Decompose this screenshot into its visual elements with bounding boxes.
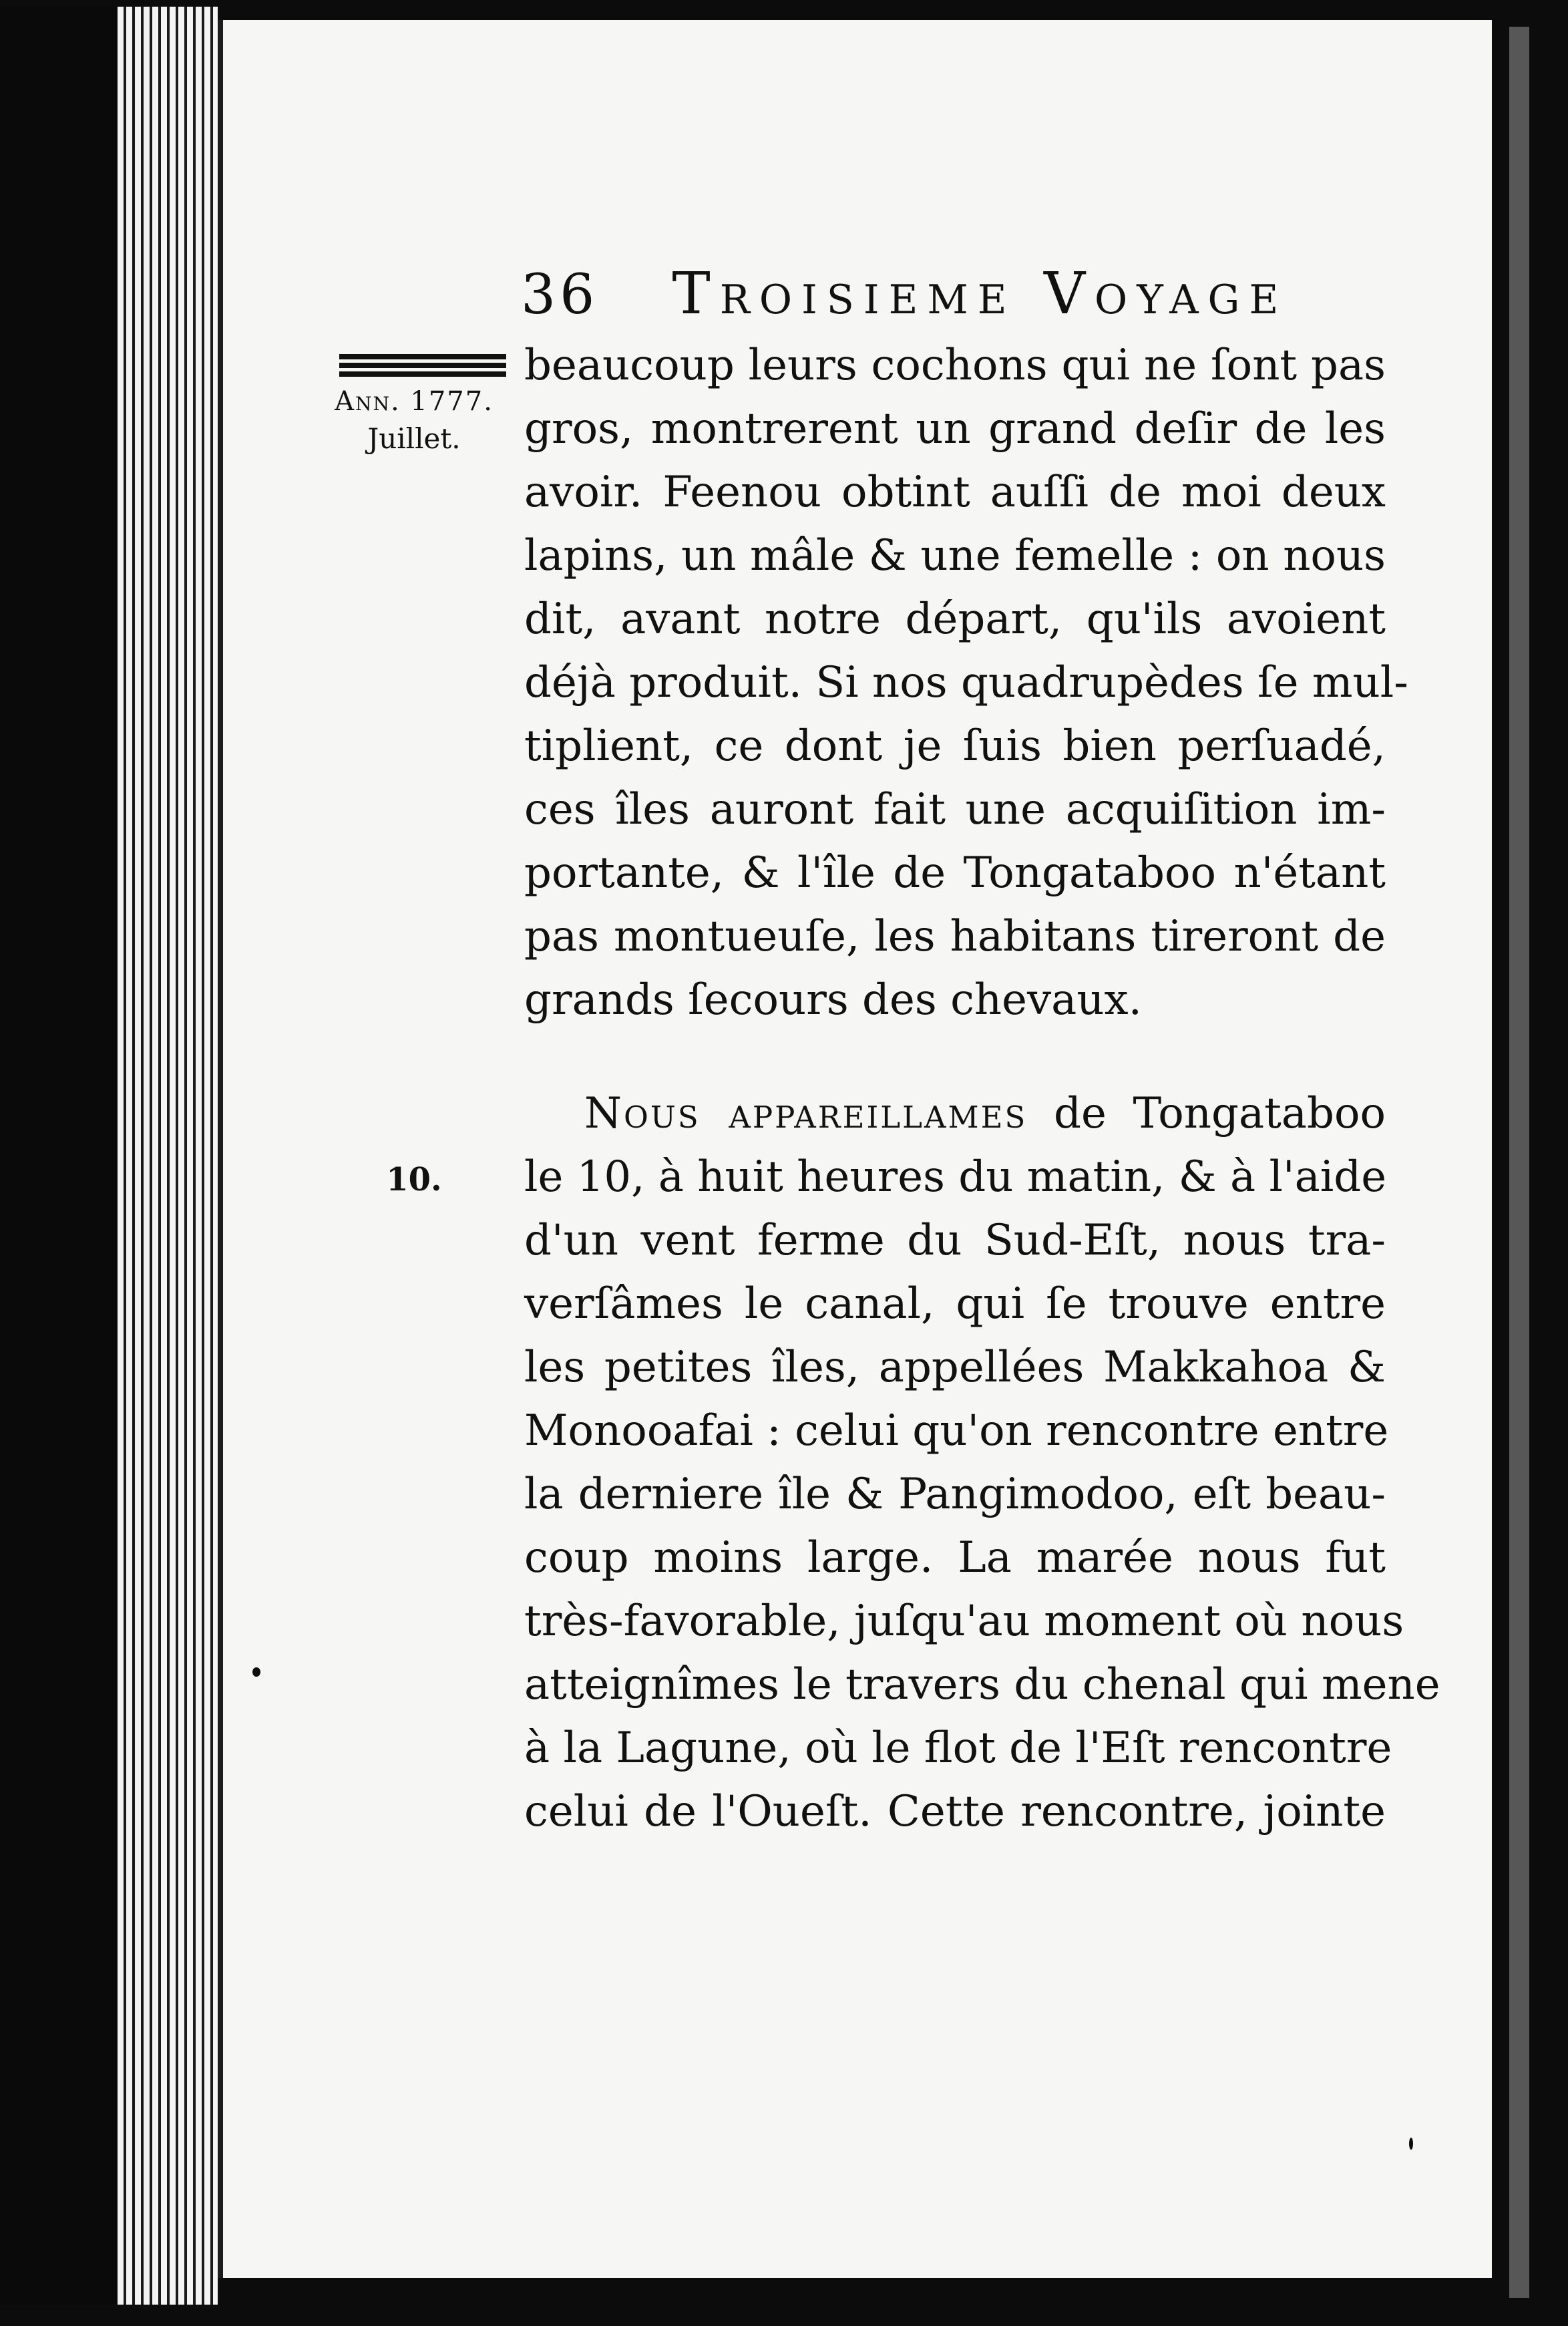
margin-rule xyxy=(339,354,506,378)
text-line: portante, & l'île de Tongataboo n'étant xyxy=(524,848,1386,898)
text-line: pas montueuſe, les habitans tireront de xyxy=(524,912,1386,961)
text-line: très-favorable, juſqu'au moment où nous xyxy=(524,1597,1404,1646)
page-number: 36 xyxy=(521,263,599,327)
text-line: à la Lagune, où le flot de l'Eſt rencontre xyxy=(524,1723,1392,1773)
text-line: grands ſecours des chevaux. xyxy=(524,975,1142,1025)
running-title: Troisieme Voyage xyxy=(672,261,1288,327)
text-line: déjà produit. Si nos quadrupèdes ſe mul- xyxy=(524,658,1408,707)
ink-speck xyxy=(1409,2138,1413,2150)
text-line: avoir. Feenou obtint auſſi de moi deux xyxy=(524,468,1386,517)
ink-speck xyxy=(252,1667,260,1677)
text-line: dit, avant notre départ, qu'ils avoient xyxy=(524,595,1386,644)
text-line: Monooafai : celui qu'on rencontre entre xyxy=(524,1406,1389,1456)
text-line: tiplient, ce dont je ſuis bien perſuadé, xyxy=(524,721,1386,771)
text-line: ces îles auront fait une acquiſition im- xyxy=(524,785,1386,834)
text-line: gros, montrerent un grand deſir de les xyxy=(524,404,1386,454)
text-line: lapins, un mâle & une femelle : on nous xyxy=(524,531,1386,580)
text-line: d'un vent ferme du Sud-Eſt, nous tra- xyxy=(524,1216,1386,1265)
book-page-edges xyxy=(118,7,218,2305)
margin-day-note: 10. xyxy=(386,1161,442,1198)
right-gutter xyxy=(1487,0,1568,2326)
text-line-first xyxy=(584,1082,1386,1146)
running-head xyxy=(521,261,1336,334)
text-line: la derniere île & Pangimodoo, eſt beau- xyxy=(524,1470,1386,1519)
text-line: celui de l'Oueſt. Cette rencontre, jointe xyxy=(524,1787,1386,1836)
opening-small-caps: Nous appareillames xyxy=(584,1089,1028,1138)
text-line: beaucoup leurs cochons qui ne ſont pas xyxy=(524,341,1386,390)
text-line: les petites îles, appellées Makkahoa & xyxy=(524,1343,1386,1392)
first-line-rest: de Tongataboo xyxy=(1053,1089,1386,1138)
text-line: verſâmes le canal, qui ſe trouve entre xyxy=(524,1279,1386,1329)
margin-month-note: Juillet. xyxy=(367,422,461,455)
text-line: le 10, à huit heures du matin, & à l'aide xyxy=(524,1152,1387,1202)
margin-year-note: Ann. 1777. xyxy=(335,386,494,417)
text-line: atteignîmes le travers du chenal qui mene xyxy=(524,1660,1440,1709)
text-line: coup moins large. La marée nous fut xyxy=(524,1533,1386,1583)
